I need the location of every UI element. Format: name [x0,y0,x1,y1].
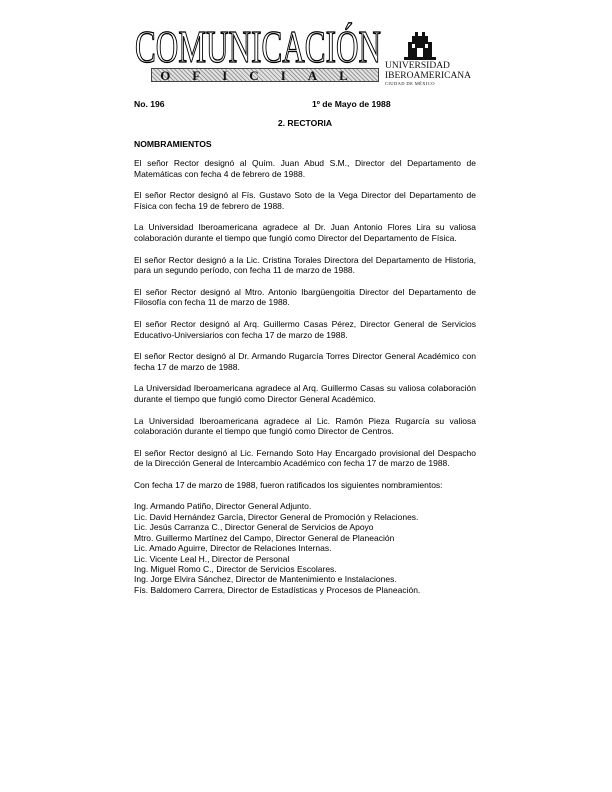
list-item: Ing. Jorge Elvira Sánchez, Director de Mantenimiento e Instalaciones. [134,574,397,585]
issue-date: 1º de Mayo de 1988 [312,99,391,109]
masthead-subtitle-band [151,68,379,82]
paragraph: La Universidad Iberoamericana agradece al Lic. Ramón Pieza Rugarcía su valiosa colaboración durante el tiempo que fungió como Director de Centros. [134,415,476,437]
masthead [131,22,381,84]
list-item: Lic. Vicente Leal H., Director de Personal [134,553,290,564]
university-crest-icon [403,30,437,60]
masthead-title [133,22,383,68]
issue-number: No. 196 [134,99,165,109]
list-item: Lic. Jesús Carranza C., Director General de Servicios de Apoyo [134,522,374,533]
section-title: 2. RECTORIA [277,118,333,128]
paragraph: La Universidad Iberoamericana agradece al Dr. Juan Antonio Flores Lira su valiosa colaboración durante el tiempo que fungió como Director del Departamento de Física. [134,222,476,243]
paragraph: La Universidad Iberoamericana agradece al Arq. Guillermo Casas su valiosa colaboración durante el tiempo que fungió como Director General Académico. [134,383,476,404]
paragraph: El señor Rector designó al Quím. Juan Abud S.M., Director del Departamento de Matemáticas con fecha 4 de febrero de 1988. [134,158,476,179]
document-body [134,158,476,595]
masthead-title-text: COMUNICACIÓN [135,22,381,68]
university-logo [385,30,472,90]
masthead-subtitle: OFICIAL [160,68,370,83]
list-item: Fís. Baldomero Carrera, Director de Estadísticas y Procesos de Planeación. [134,584,421,595]
paragraph: El señor Rector designó al Lic. Fernando Soto Hay Encargado provisional del Despacho de la Dirección General de Intercambio Académico con fecha 17 de marzo de 1988. [134,447,476,469]
paragraph: Con fecha 17 de marzo de 1988, fueron ratificados los siguientes nombramientos: [134,479,443,490]
list-item: Mtro. Guillermo Martínez del Campo, Director General de Planeación [134,532,395,543]
logo-line-1: UNIVERSIDAD [385,61,450,71]
section-heading: NOMBRAMIENTOS [134,139,212,149]
list-item: Lic. David Hernández García, Director General de Promoción y Relaciones. [134,511,419,522]
logo-line-3: CIUDAD DE MÉXICO [385,81,435,86]
paragraph: El señor Rector designó al Mtro. Antonio Ibargüengoitia Director del Departamento de Filosofía con fecha 11 de marzo de 1988. [134,286,476,308]
paragraph: El señor Rector designó al Arq. Guillermo Casas Pérez, Director General de Servicios Educativo-Universiarios con fecha 17 de marzo de 1988. [134,318,476,340]
header [131,22,491,84]
logo-line-2: IBEROAMERICANA [385,71,472,81]
paragraph: El señor Rector designó a la Lic. Cristina Torales Directora del Departamento de Historia, para un segundo período, con fecha 11 de marzo de 1988. [134,254,476,276]
list-item: Ing. Armando Patiño, Director General Adjunto. [134,501,312,512]
paragraph: El señor Rector designó al Dr. Armando Rugarcía Torres Director General Académico con fecha 17 de marzo de 1988. [134,351,476,372]
appointments-list [134,501,476,595]
list-item: Ing. Miguel Romo C., Director de Servicios Escolares. [134,563,337,574]
list-item: Lic. Amado Aguirre, Director de Relaciones Internas. [134,543,332,554]
paragraph: El señor Rector designó al Fís. Gustavo Soto de la Vega Director del Departamento de Física con fecha 19 de febrero de 1988. [134,190,476,211]
